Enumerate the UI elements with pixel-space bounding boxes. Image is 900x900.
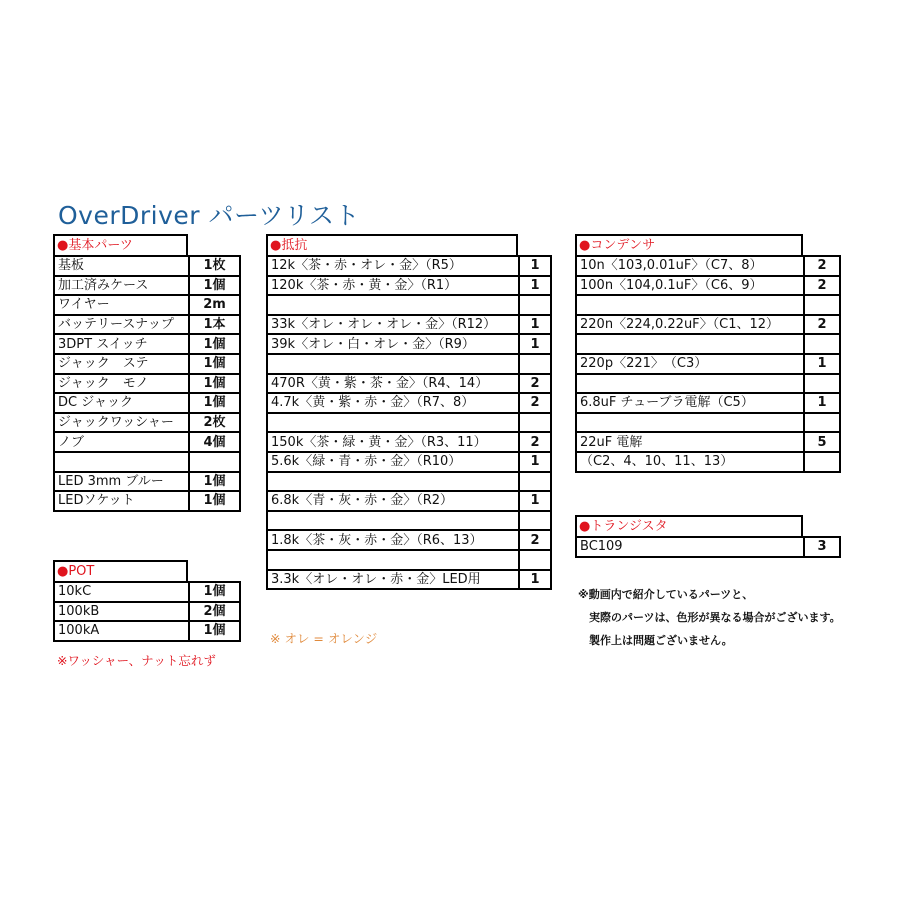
footnote-line-3: 製作上は問題ございません。	[589, 634, 733, 647]
part-quantity: 1個	[189, 334, 240, 354]
table-row	[54, 432, 240, 452]
part-name: 39k〈オレ・白・オレ・金〉（R9）	[267, 334, 519, 354]
part-quantity: 1個	[189, 621, 240, 641]
resistor-note: ※ オレ = オレンジ	[270, 631, 378, 646]
table-row	[267, 491, 551, 511]
part-quantity: 2m	[189, 295, 240, 315]
part-name: 6.8k〈青・灰・赤・金〉（R2）	[267, 491, 519, 511]
part-name: 5.6k〈緑・青・赤・金〉（R10）	[267, 452, 519, 472]
resistor-heading: ●抵抗	[266, 234, 518, 255]
part-quantity: 1	[804, 354, 840, 374]
table-row	[267, 511, 551, 531]
part-quantity: 2	[519, 393, 551, 413]
part-name: 1.8k〈茶・灰・赤・金〉（R6、13）	[267, 530, 519, 550]
part-name	[267, 472, 519, 492]
part-name: 100kA	[54, 621, 189, 641]
part-quantity: 2	[804, 315, 840, 335]
part-quantity	[804, 295, 840, 315]
table-row	[576, 315, 840, 335]
part-name	[267, 354, 519, 374]
table-row	[576, 295, 840, 315]
part-name	[54, 452, 189, 472]
part-name: 220p〈221〉 （C3）	[576, 354, 804, 374]
part-quantity: 1個	[189, 491, 240, 511]
table-row	[576, 452, 840, 472]
capacitor-table	[575, 255, 841, 473]
part-name	[576, 334, 804, 354]
part-quantity: 1個	[189, 393, 240, 413]
table-row	[267, 334, 551, 354]
table-row	[54, 582, 240, 602]
part-quantity: 2	[519, 432, 551, 452]
part-quantity: 2	[804, 276, 840, 296]
part-quantity: 5	[804, 432, 840, 452]
part-quantity: 1	[519, 256, 551, 276]
basic-parts-table	[53, 255, 241, 512]
part-quantity	[519, 413, 551, 433]
part-quantity	[804, 452, 840, 472]
part-quantity: 1	[804, 393, 840, 413]
table-row	[267, 452, 551, 472]
table-row	[54, 472, 240, 492]
part-quantity	[519, 354, 551, 374]
table-row	[576, 334, 840, 354]
part-name: 4.7k〈黄・紫・赤・金〉（R7、8）	[267, 393, 519, 413]
table-row	[267, 295, 551, 315]
table-row	[54, 621, 240, 641]
part-name: （C2、4、10、11、13）	[576, 452, 804, 472]
part-name: 470R〈黄・紫・茶・金〉（R4、14）	[267, 374, 519, 394]
table-row	[267, 432, 551, 452]
transistor-table	[575, 536, 841, 558]
table-row	[54, 334, 240, 354]
table-row	[267, 393, 551, 413]
part-name	[576, 295, 804, 315]
part-quantity: 1	[519, 491, 551, 511]
part-quantity	[804, 334, 840, 354]
part-quantity: 1個	[189, 472, 240, 492]
part-quantity: 2枚	[189, 413, 240, 433]
basic-parts-heading: ●基本パーツ	[53, 234, 188, 255]
part-name: 12k〈茶・赤・オレ・金〉（R5）	[267, 256, 519, 276]
part-name: ジャックワッシャー	[54, 413, 189, 433]
table-row	[267, 354, 551, 374]
part-quantity: 2	[804, 256, 840, 276]
table-row	[54, 295, 240, 315]
part-quantity: 1	[519, 276, 551, 296]
part-name	[267, 413, 519, 433]
part-name: ジャック ステ	[54, 354, 189, 374]
part-quantity: 2個	[189, 602, 240, 622]
part-name: 3DPT スイッチ	[54, 334, 189, 354]
capacitor-heading: ●コンデンサ	[575, 234, 803, 255]
table-row	[576, 256, 840, 276]
table-row	[54, 315, 240, 335]
part-quantity: 1本	[189, 315, 240, 335]
table-row	[267, 256, 551, 276]
part-name	[267, 550, 519, 570]
table-row	[54, 354, 240, 374]
part-name: 22uF 電解	[576, 432, 804, 452]
table-row	[576, 537, 840, 557]
table-row	[576, 432, 840, 452]
part-name: ジャック モノ	[54, 374, 189, 394]
table-row	[576, 393, 840, 413]
part-quantity: 2	[519, 374, 551, 394]
part-name: バッテリースナップ	[54, 315, 189, 335]
table-row	[54, 374, 240, 394]
table-row	[267, 315, 551, 335]
footnote-line-1: ※動画内で紹介しているパーツと、	[578, 588, 754, 601]
footnote-line-2: 実際のパーツは、色形が異なる場合がございます。	[589, 611, 841, 624]
table-row	[267, 550, 551, 570]
part-name	[267, 295, 519, 315]
part-quantity: 1個	[189, 374, 240, 394]
part-quantity: 1個	[189, 582, 240, 602]
table-row	[267, 276, 551, 296]
table-row	[267, 530, 551, 550]
part-name: LEDソケット	[54, 491, 189, 511]
part-quantity: 1	[519, 315, 551, 335]
part-name: 120k〈茶・赤・黄・金〉（R1）	[267, 276, 519, 296]
part-name: 150k〈茶・緑・黄・金〉（R3、11）	[267, 432, 519, 452]
part-quantity	[519, 550, 551, 570]
part-name: 加工済みケース	[54, 276, 189, 296]
pot-table	[53, 581, 241, 642]
part-name: ワイヤー	[54, 295, 189, 315]
part-name: 3.3k〈オレ・オレ・赤・金〉LED用	[267, 570, 519, 590]
part-name: 6.8uF チューブラ電解（C5）	[576, 393, 804, 413]
table-row	[267, 374, 551, 394]
part-name: LED 3mm ブルー	[54, 472, 189, 492]
table-row	[267, 472, 551, 492]
pot-heading: ●POT	[53, 560, 188, 581]
part-name: 33k〈オレ・オレ・オレ・金〉（R12）	[267, 315, 519, 335]
part-name: BC109	[576, 537, 804, 557]
part-name	[267, 511, 519, 531]
table-row	[576, 374, 840, 394]
part-quantity: 1個	[189, 354, 240, 374]
part-name	[576, 374, 804, 394]
table-row	[267, 413, 551, 433]
transistor-heading: ●トランジスタ	[575, 515, 803, 536]
part-name: 100n〈104,0.1uF〉（C6、9）	[576, 276, 804, 296]
table-row	[54, 256, 240, 276]
pot-note: ※ワッシャー、ナット忘れず	[57, 653, 216, 668]
part-quantity: 4個	[189, 432, 240, 452]
part-name: DC ジャック	[54, 393, 189, 413]
part-name: 100kB	[54, 602, 189, 622]
part-quantity: 1個	[189, 276, 240, 296]
resistor-table	[266, 255, 552, 590]
part-quantity	[189, 452, 240, 472]
part-quantity: 1	[519, 570, 551, 590]
part-quantity: 3	[804, 537, 840, 557]
part-name: 220n〈224,0.22uF〉（C1、12）	[576, 315, 804, 335]
table-row	[576, 354, 840, 374]
table-row	[54, 452, 240, 472]
table-row	[54, 413, 240, 433]
part-quantity	[519, 472, 551, 492]
part-quantity: 1	[519, 334, 551, 354]
part-quantity: 1	[519, 452, 551, 472]
table-row	[54, 602, 240, 622]
part-name: 10kC	[54, 582, 189, 602]
part-quantity: 1枚	[189, 256, 240, 276]
table-row	[267, 570, 551, 590]
part-name: 基板	[54, 256, 189, 276]
table-row	[54, 393, 240, 413]
page-title: OverDriver パーツリスト	[58, 201, 361, 230]
part-quantity	[804, 413, 840, 433]
table-row	[54, 276, 240, 296]
part-quantity: 2	[519, 530, 551, 550]
table-row	[576, 276, 840, 296]
part-name: ノブ	[54, 432, 189, 452]
part-quantity	[804, 374, 840, 394]
table-row	[576, 413, 840, 433]
part-name: 10n〈103,0.01uF〉（C7、8）	[576, 256, 804, 276]
part-quantity	[519, 511, 551, 531]
part-quantity	[519, 295, 551, 315]
table-row	[54, 491, 240, 511]
part-name	[576, 413, 804, 433]
